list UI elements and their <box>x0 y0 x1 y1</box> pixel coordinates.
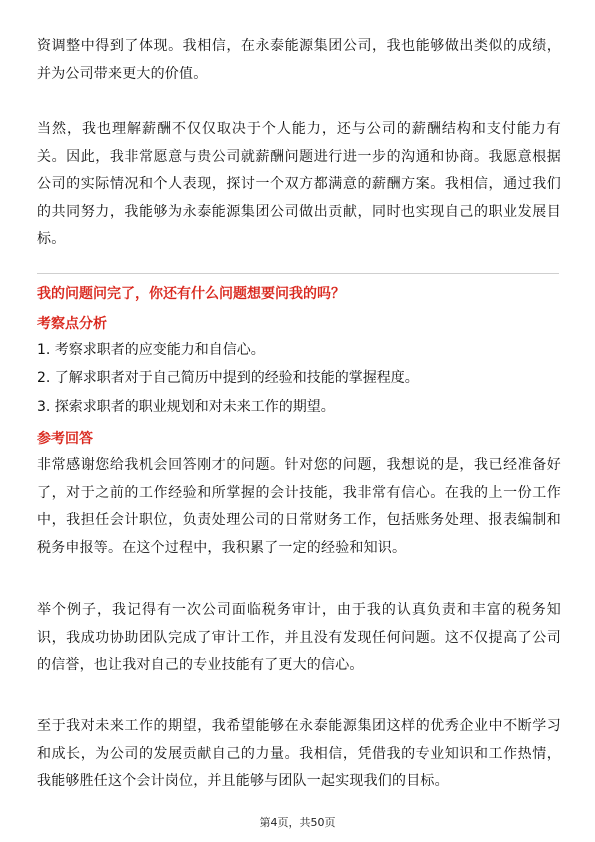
question-title: 我的问题问完了，你还有什么问题想要问我的吗？ <box>37 286 345 302</box>
answer-paragraph: 非常感谢您给我机会回答刚才的问题。针对您的问题，我想说的是，我已经准备好了，对于之前的工作经验和所掌握的会计技能，我非常有信心。在我的上一份工作中，我担任会计职位，负责处理公司的日常财务工作，包括账务处理、报表编制和税务申报等。在这个过程中，我积累了一定的经验和知识。 <box>37 457 561 556</box>
paragraph-continued: 资调整中得到了体现。我相信，在永泰能源集团公司，我也能够做出类似的成绩，并为公司带来更大的价值。 <box>37 38 561 82</box>
answer-paragraph: 至于我对未来工作的期望，我希望能够在永泰能源集团这样的优秀企业中不断学习和成长，为公司的发展贡献自己的力量。我相信，凭借我的专业知识和工作热情，我能够胜任这个会计岗位，并且能够与团队一起实现我们的目标。 <box>37 718 561 789</box>
answer-heading: 参考回答 <box>37 431 93 447</box>
analysis-item: 1. 考察求职者的应变能力和自信心。 <box>37 342 265 358</box>
analysis-item: 2. 了解求职者对于自己简历中提到的经验和技能的掌握程度。 <box>37 370 419 386</box>
analysis-heading: 考察点分析 <box>37 316 107 332</box>
answer-paragraph: 举个例子，我记得有一次公司面临税务审计，由于我的认真负责和丰富的税务知识，我成功协助团队完成了审计工作，并且没有发现任何问题。这不仅提高了公司的信誉，也让我对自己的专业技能有了更大的信心。 <box>37 602 561 673</box>
paragraph-salary: 当然，我也理解薪酬不仅仅取决于个人能力，还与公司的薪酬结构和支付能力有关。因此，我非常愿意与贵公司就薪酬问题进行进一步的沟通和协商。我愿意根据公司的实际情况和个人表现，探讨一个双方都满意的薪酬方案。我相信，通过我们的共同努力，我能够为永泰能源集团公司做出贡献，同时也实现自己的职业发展目标。 <box>37 121 561 247</box>
page-number-footer: 第4页，共50页 <box>259 816 336 829</box>
analysis-item: 3. 探索求职者的职业规划和对未来工作的期望。 <box>37 399 335 415</box>
section-divider <box>37 273 559 274</box>
